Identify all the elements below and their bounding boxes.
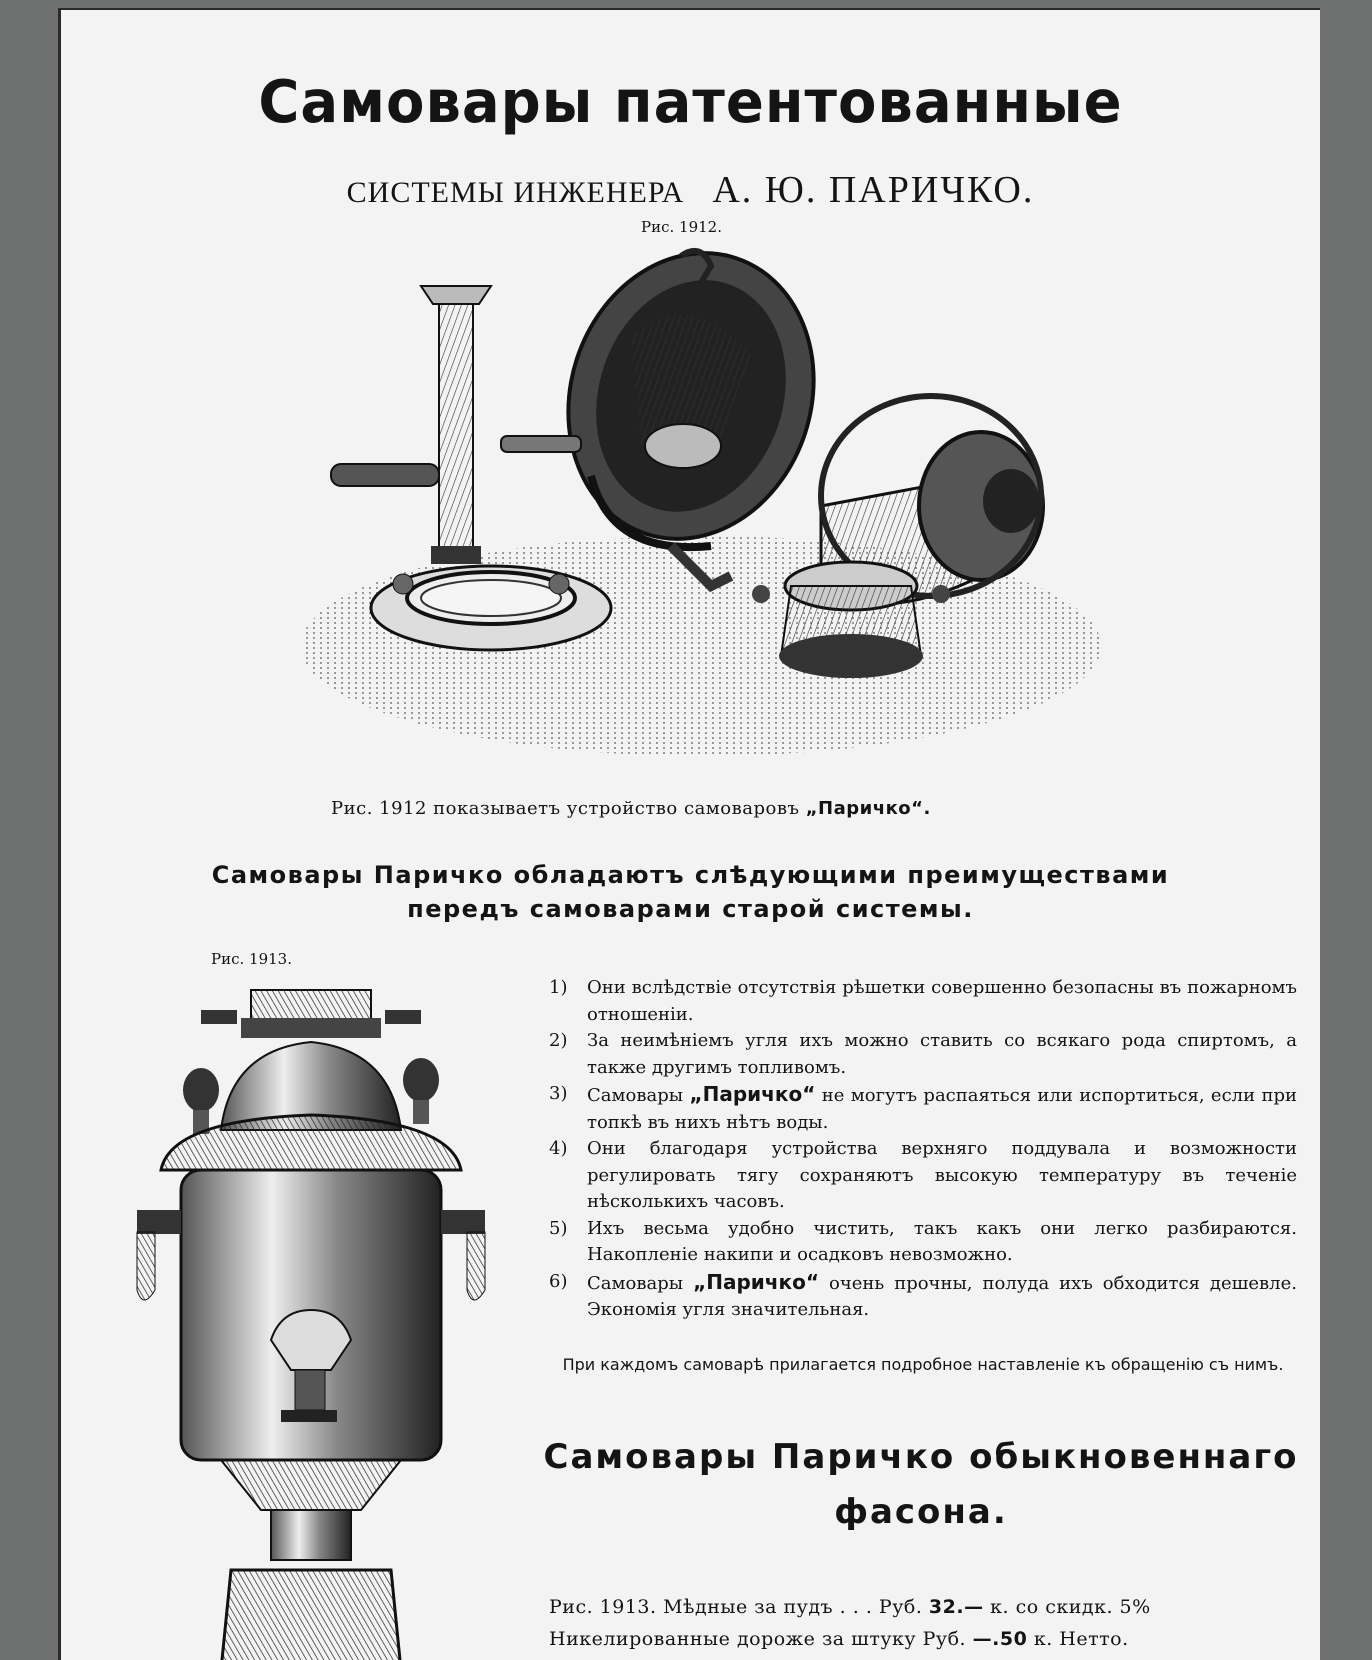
figure-1913-label: Рис. 1913. xyxy=(211,950,292,968)
samovar-body-part xyxy=(501,246,850,586)
instructions-note: При каждомъ самоварѣ прилагается подробное наставленіе къ обращенію съ нимъ. xyxy=(562,1355,1284,1374)
chimney-tube-part xyxy=(331,286,491,564)
subtitle-prefix: СИСТЕМЫ ИНЖЕНЕРА xyxy=(346,176,685,209)
advantages-heading xyxy=(61,858,1320,926)
lid-finial-left xyxy=(183,1068,219,1134)
list-item: 5) Ихъ весьма удобно чистить, такъ какъ они легко разбираются. Накопленіе накипи и осадковъ невозможно. xyxy=(549,1217,1297,1265)
figure-1913-samovar xyxy=(81,970,501,1660)
list-item: 3) Самовары „Паричко“ не могутъ распаяться или испортиться, если при топкѣ въ нихъ нѣтъ воды. xyxy=(549,1082,1297,1133)
caption-text: Рис. 1912 показываетъ устройство самоваровъ xyxy=(331,798,800,819)
advantages-heading-line-2: передъ самоварами старой системы. xyxy=(407,895,974,923)
price-nickel: —.50 xyxy=(972,1628,1028,1650)
advantages-heading-line-1: Самовары Паричко обладаютъ слѣдующими преимуществами xyxy=(211,861,1170,889)
figure-1912-label: Рис. 1912. xyxy=(641,218,722,236)
brand-name: „Паричко“ xyxy=(693,1269,819,1294)
page-subtitle xyxy=(61,168,1320,212)
base-ring-part xyxy=(371,566,611,650)
list-item: 4) Они благодаря устройства верхняго поддувала и возможности регулировать тягу сохраняютъ высокую температуру въ теченіе нѣсколькихъ часовъ. xyxy=(549,1138,1297,1212)
advantages-list xyxy=(549,975,1297,1324)
lid-finial-right xyxy=(403,1058,439,1124)
brand-name: „Паричко“ xyxy=(689,1082,816,1106)
price-line-nickel: Никелированные дороже за штуку Руб. —.50 к. Нетто. xyxy=(549,1628,1129,1650)
side-handle-right xyxy=(441,1210,485,1300)
list-item: 1) Они вслѣдствіе отсутствія рѣшетки совершенно безопасны въ пожарномъ отношеніи. xyxy=(549,977,1297,1025)
price-line-copper: Рис. 1913. Мѣдные за пудъ . . . Руб. 32.— к. со скидк. 5% xyxy=(549,1596,1151,1618)
list-item: 2) За неимѣніемъ угля ихъ можно ставить со всякаго рода спиртомъ, а также другимъ топливомъ. xyxy=(549,1030,1297,1078)
side-handle-left xyxy=(137,1210,181,1300)
caption-brand: „Паричко“. xyxy=(805,798,931,819)
engineer-name: А. Ю. ПАРИЧКО. xyxy=(712,169,1035,211)
figure-1912-samovar-parts xyxy=(291,246,1111,766)
page-title: Самовары патентованные xyxy=(258,68,1123,137)
catalog-page xyxy=(58,8,1320,1660)
price-copper: 32.— xyxy=(928,1596,984,1618)
list-item: 6) Самовары „Паричко“ очень прочны, полуда ихъ обходится дешевле. Экономія угля значительная. xyxy=(549,1269,1297,1320)
ordinary-model-heading: Самовары Паричко обыкновеннаго фасона. xyxy=(543,1437,1299,1532)
figure-1912-caption xyxy=(331,798,931,819)
